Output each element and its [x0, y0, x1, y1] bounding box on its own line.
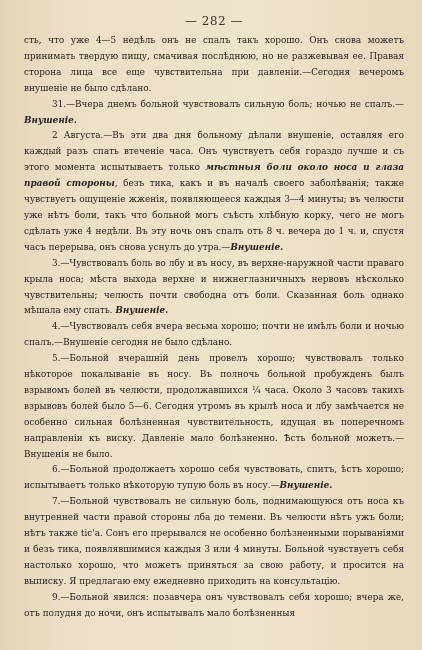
- text-run: 6.—Больной продолжаетъ хорошо себя чувствовать, спитъ, ѣстъ хорошо; испытываетъ только нѣкоторую тупую боль въ носу.—: [24, 465, 404, 492]
- italic-text: мѣстныя боли около носа и глаза правой стороны: [24, 163, 405, 190]
- paragraph: [24, 320, 404, 352]
- paragraph: [24, 463, 404, 495]
- text-run: 9.—Больной явился: позавчера онъ чувствовалъ себя хорошо; вчера же, отъ полудня до ночи, онъ испытывалъ мало болѣзненныя: [24, 592, 404, 619]
- page-body: [24, 34, 404, 623]
- text-run: 4.—Чувствовалъ себя вчера весьма хорошо; почти не имѣлъ боли и ночью спалъ.—Внушеніе сегодня не было сдѣлано.: [24, 322, 404, 349]
- text-run: 5.—Больной вчерашній день провелъ хорошо; чувствовалъ только нѣкоторое покалываніе въ носу. Въ полночь больной пробужденъ былъ взрывомъ болей въ челюсти, продолжавшихся ¼ часа. Около 3 часовъ такихъ взрывовъ болей было 5—6. Сегодня утромъ въ крылѣ носа и лбу замѣчается не особенно сильная болѣзненная чувствительность, идущая въ поперечномъ направленіи къ виску. Давленіе мало болѣзненно. Ѣсть больной можетъ.—Внушенія не было.: [24, 354, 404, 460]
- text-run: , безъ тика, какъ и въ началѣ своего заболѣванія; также чувствуетъ ощущеніе жженія, появляющееся каждыя 3—4 минуты; въ челюсти уже нѣтъ боли, такъ что больной могъ съѣсть хлѣбную корку, чего не могъ сдѣлать уже 4 недѣли. Въ эту ночь онъ спалъ отъ 8 ч. вечера до 1 ч. и, спустя часъ перерыва, онъ снова уснулъ до утра.—: [24, 179, 404, 253]
- italic-text: Внушеніе.: [279, 481, 333, 492]
- text-run: 2 Августа.—Въ эти два дня больному дѣлали внушеніе, оставляя его каждый разъ спать втеченіе часа. Онъ чувствуетъ себя гораздо лучше и съ этого момента испытываетъ только: [24, 131, 404, 174]
- paragraph: [24, 257, 404, 321]
- paragraph: [24, 34, 404, 98]
- text-run: 3.—Чувствовалъ боль во лбу и въ носу, въ верхне-наружной части праваго крыла носа; мѣста выхода верхне и нижнеглазничныхъ нервовъ нѣсколько чувствительны; челюсть почти свободна отъ боли. Сказанная боль однако мѣшала ему спать.: [24, 258, 404, 317]
- italic-text: Внушеніе.: [24, 115, 77, 126]
- italic-text: Внушеніе.: [115, 306, 169, 317]
- italic-text: Внушеніе.: [230, 242, 284, 253]
- paragraph: [24, 352, 404, 463]
- paragraph: [24, 591, 404, 623]
- paragraph: [24, 495, 404, 590]
- text-run: сть, что уже 4—5 недѣль онъ не спалъ такъ хорошо. Онъ снова можетъ принимать твердую пищу, смачивая послѣднюю, но не разжевывая ее. Правая сторона лица все еще чувствительна при давленіи.—Сегодня вечеромъ внушеніе не было сдѣлано.: [24, 36, 404, 94]
- text-run: 31.—Вчера днемъ больной чувствовалъ сильную боль; ночью не спалъ.—: [52, 99, 404, 110]
- paragraph: [24, 129, 404, 256]
- text-run: 7.—Больной чувствовалъ не сильную боль, поднимающуюся отъ носа къ внутренней части правой стороны лба до темени. Въ челюсти нѣтъ ужъ боли; нѣтъ также tic'а. Сонъ его прерывался не особенно болѣзненными порываніями и безъ тика, появлявшимися каждыя 3 или 4 минуты. Больной чувствуетъ себя настолько хорошо, что можетъ приняться за свою работу, и просится на выписку. Я предлагаю ему ежедневно приходить на консультацію.: [24, 497, 404, 587]
- paragraph: [24, 98, 404, 130]
- page-number: — 282 —: [184, 14, 244, 28]
